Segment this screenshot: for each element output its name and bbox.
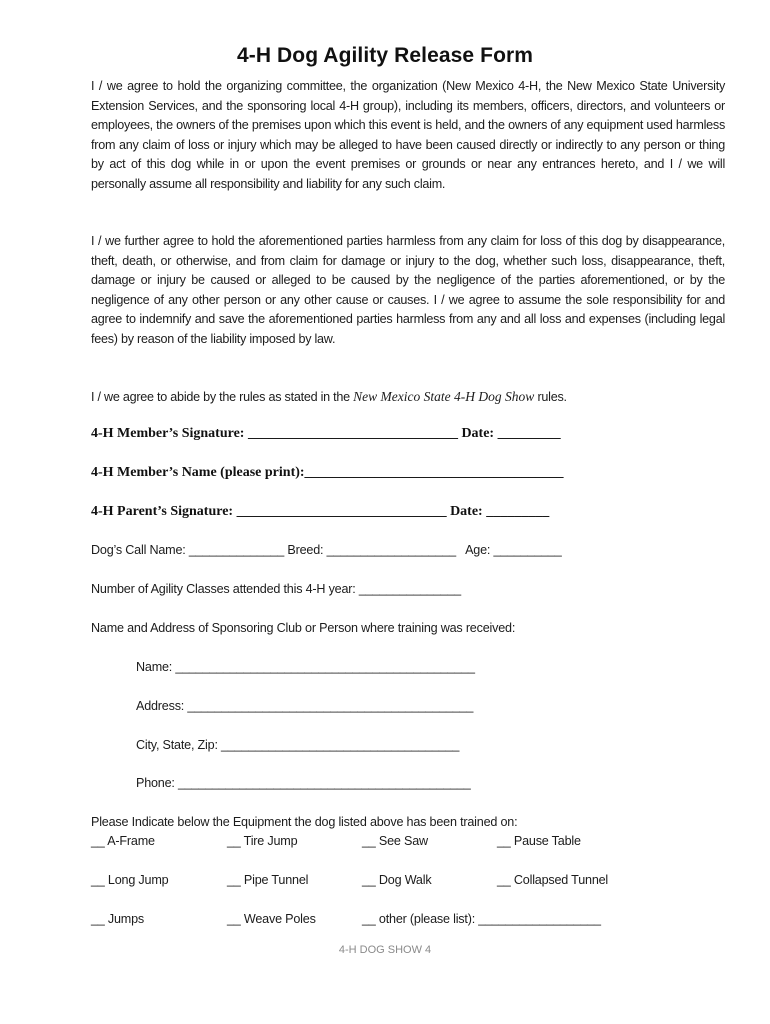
equipment-checkbox-weave-poles[interactable]: __ Weave Poles: [227, 912, 316, 926]
equipment-checkbox-see-saw[interactable]: __ See Saw: [362, 834, 428, 848]
rules-document-title: New Mexico State 4-H Dog Show: [353, 389, 535, 404]
equipment-checkbox-tire-jump[interactable]: __ Tire Jump: [227, 834, 298, 848]
club-address-field[interactable]: Address: __________________________________________: [136, 699, 474, 713]
equipment-checkbox-pause-table[interactable]: __ Pause Table: [497, 834, 581, 848]
rules-text-suffix: rules.: [534, 390, 567, 404]
club-name-field[interactable]: Name: ____________________________________________: [136, 660, 475, 674]
equipment-checkbox-jumps[interactable]: __ Jumps: [91, 912, 144, 926]
agility-classes-field[interactable]: Number of Agility Classes attended this 4-H year: _______________: [91, 582, 461, 596]
member-signature-field[interactable]: 4-H Member’s Signature: ______________________________ Date: _________: [91, 426, 561, 441]
club-phone-field[interactable]: Phone: ___________________________________________: [136, 776, 471, 790]
equipment-checkbox-collapsed-tunnel[interactable]: __ Collapsed Tunnel: [497, 873, 609, 887]
form-title: 4-H Dog Agility Release Form: [236, 44, 534, 67]
member-name-field[interactable]: 4-H Member’s Name (please print):_____________________________________: [91, 465, 564, 480]
equipment-other-field[interactable]: __ other (please list): __________________: [362, 912, 601, 926]
equipment-checkbox-pipe-tunnel[interactable]: __ Pipe Tunnel: [227, 873, 309, 887]
dog-info-field[interactable]: Dog’s Call Name: ______________ Breed: ___________________ Age: __________: [91, 543, 562, 557]
sponsoring-club-heading: Name and Address of Sponsoring Club or Person where training was received:: [91, 621, 516, 635]
liability-paragraph: I / we agree to hold the organizing committee, the organization (New Mexico 4-H, the New Mexico State University Extension Services, and the sponsoring local 4-H group), including its members, officers, directors, and volunteers or employees, the owners of the premises upon which this event is held, and the owners of any equipment used harmless from any claim of loss or injury which may be alleged to have been caused directly or indirectly to any person or thing by act of this dog while in or upon the event premises or grounds or near any entrances hereto, and I / we will personally assume all responsibility and liability for any such claim.: [91, 79, 725, 191]
club-city-state-zip-field[interactable]: City, State, Zip: ___________________________________: [136, 738, 460, 752]
rules-text-prefix: I / we agree to abide by the rules as stated in the: [91, 390, 354, 404]
rules-paragraph: [91, 387, 725, 408]
equipment-checkbox-long-jump[interactable]: __ Long Jump: [91, 873, 169, 887]
equipment-heading: Please Indicate below the Equipment the dog listed above has been trained on:: [91, 815, 518, 829]
parent-signature-field[interactable]: 4-H Parent’s Signature: ______________________________ Date: _________: [91, 504, 550, 519]
page-footer: 4-H DOG SHOW 4: [338, 944, 432, 956]
damage-paragraph: I / we further agree to hold the aforementioned parties harmless from any claim for loss of this dog by disappearance, theft, death, or otherwise, and from claim for damage or injury to the dog, whether such loss, disappearance, theft, damage or injury be caused or alleged to be caused by the negligence of the parties aforementioned, or by the negligence of any other person or any other cause or causes. I / we agree to assume the sole responsibility for and agree to indemnify and save the aforementioned parties harmless from any and all loss and expenses (including legal fees) by reason of the liability imposed by law.: [91, 234, 725, 346]
equipment-checkbox-a-frame[interactable]: __ A-Frame: [91, 834, 155, 848]
equipment-checkbox-dog-walk[interactable]: __ Dog Walk: [362, 873, 432, 887]
